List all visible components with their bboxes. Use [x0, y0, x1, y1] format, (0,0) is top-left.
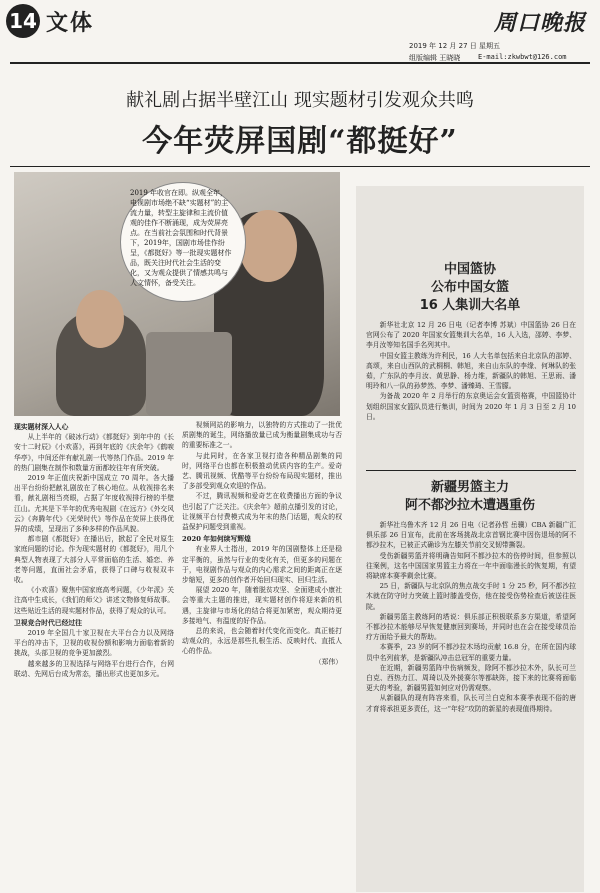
issue-date: 2019 年 12 月 27 日 星期五 — [409, 42, 500, 50]
paragraph: 视频网站的影响力，以独特的方式推动了一批优质剧集的诞生，网络播放量已成为衡量剧集成功与否的重要标准之一。 — [182, 421, 342, 450]
paragraph: 新华社北京 12 月 26 日电（记者李博 苏斌）中国篮协 26 日在官网公布了 2020 年国家女篮集训大名单，16 人入选，邵婷、李梦、李月汝等知名国手名列其中。 — [366, 321, 576, 350]
section-title: 文体 — [46, 10, 95, 36]
paragraph: 新华社乌鲁木齐 12 月 26 日电（记者孙哲 岳骥）CBA 新疆广汇俱乐部 26 日宣布，此前在客场挑战北京首钢比赛中因伤退场的阿不都沙拉木，已被正式确诊为左膝关节前交叉韧带撕裂。 — [366, 521, 576, 550]
paragraph: 《小欢喜》聚焦中国家庭高考问题，《少年派》关注高中生成长，《我们的师父》讲述文物修复师故事。这些贴近生活的现实题材作品，获得了观众的认可。 — [14, 586, 174, 615]
paragraph: 本赛季，23 岁的阿不都沙拉木场均贡献 16.8 分，在所在国内球员中名列前茅，是新疆队冲击总冠军的重要力量。 — [366, 643, 576, 662]
sidebar-story2-headline — [356, 479, 584, 515]
paragraph: 总的来说，也会随着时代变化而变化。真正能打动观众的，永远是那些扎根生活、反映时代、直抵人心的作品。 — [182, 627, 342, 656]
header-rule — [10, 62, 590, 64]
paragraph: 都市剧《都挺好》在播出后，掀起了全民对原生家庭问题的讨论。作为现实题材的《都挺好》，用几个典型人物表现了大部分人平常面临的生活、婚恋、养老等问题，直面社会矛盾，获得了口碑与收视双丰收。 — [14, 535, 174, 585]
paragraph: 展望 2020 年，随着脱贫攻坚、全面建成小康社会等重大主题的推进，现实题材创作将迎来新的机遇，主旋律与市场化的结合将更加紧密，观众期待更多接地气、有温度的好作品。 — [182, 586, 342, 625]
sidebar-story2-body — [366, 520, 576, 888]
paragraph: 越来越多的卫视选择与网络平台进行合作，台网联动、先网后台成为常态，播出形式也更加多元。 — [14, 659, 174, 678]
actor-face-right — [239, 210, 297, 282]
paragraph: 不过，腾讯视频和爱奇艺在收费播出方面的争议也引起了广泛关注。《庆余年》超前点播引发的讨论，让视频平台付费模式成为年末的热门话题，观众的权益保护问题受到重视。 — [182, 492, 342, 532]
paragraph: 2019 年全国几十家卫视在大平台合力以及网络平台的冲击下，卫视的收视份额和影响力面临着新的挑战，头部卫视的竞争更加激烈。 — [14, 629, 174, 658]
paragraph: 与此同时，在各家卫视打造各种精品剧集的同时，网络平台也都在积极推动优质内容的生产。爱奇艺、腾讯视频、优酷等平台纷纷布局现实题材，推出了多部受到观众欢迎的作品。 — [182, 451, 342, 491]
headline-line: 中国篮协 — [443, 262, 496, 277]
headline-line: 公布中国女篮 — [430, 280, 509, 295]
section-heading: 现实题材深入人心 — [14, 423, 69, 431]
article-subtitle: 献礼剧占据半壁江山 现实题材引发观众共鸣 — [126, 90, 474, 111]
paragraph: 新疆男篮主教练阿的塔说：俱乐部正积极联系多方渠道，希望阿不都沙拉木能够尽早恢复健康回到赛场，并同时也在会在接受球员治疗方面给予最大的帮助。 — [366, 612, 576, 642]
paragraph: 中国女篮主教练为许利民，16 人大名单包括来自北京队的邵婷、高颂，来自山西队的武桐桐、韩旭，来自山东队的李缘、何琳队的张茹，广东队的李月汝、黄思静、杨力维，新疆队的韩旭、王思雨、潘明玲和八一队的孙梦然、李梦、潘臻琦、王雪朦。 — [366, 351, 576, 391]
intro-bubble-text: 2019 年收官在即。纵观全年，电视剧市场绝不缺“实题材”的主流力量，转型主旋律和主流价值观的佳作不断涌现，成为荧屏亮点。在当前社会氛围和时代背景下，2019年，国剧市场佳作纷呈，《都挺好》等一批现实题材作品，既关注时代社会生活的变化，又为观众提供了情感共鸣与人文情怀，备受关注。 — [130, 189, 232, 287]
sidebar-story1-body — [366, 320, 576, 470]
paragraph: 受伤新疆男篮并将明确告知阿不都沙拉木的伤停时间，但参照以往案例，这名中国国家男篮主力将在一年中面临漫长的恢复期，有望将缺席本赛季剩余比赛。 — [366, 551, 576, 581]
article-column-2 — [182, 420, 342, 890]
title-rule — [10, 166, 590, 167]
group-still-frame — [146, 332, 232, 416]
paragraph: 25 日，新疆队与北京队的焦点战交手时 1 分 25 秒，阿不都沙拉木就在防守时力突破上篮时膝盖受伤，他在接受伤势检查后被送往医院。 — [366, 582, 576, 611]
section-heading: 卫视竞合时代已经过往 — [14, 618, 82, 627]
headline-line: 新疆男篮主力 — [430, 480, 509, 495]
paragraph: （郑伟） — [314, 657, 342, 666]
actor-face-left — [76, 290, 124, 348]
sidebar-divider — [366, 470, 576, 471]
paragraph: 从新疆队的现有阵容来看，队长可兰白克和本赛季表现不俗的唐才育将承担更多责任，这一“年轻”攻防的新星的表现值得期待。 — [366, 694, 576, 713]
headline-line: 16 人集训大名单 — [419, 298, 521, 313]
headline-line: 阿不都沙拉木遭遇重伤 — [404, 498, 535, 513]
paragraph: 在近期，新疆男篮阵中伤病频发，除阿不都沙拉木外，队长可兰白克、西热力江、周琦以及外援赛尔等都缺阵，接下来的比赛将面临更大的考验，新疆男篮如何应对仍需观察。 — [366, 663, 576, 693]
article-column-1 — [14, 420, 174, 890]
contact-email: E-mail:zkwbwt@126.com — [478, 53, 567, 61]
sidebar-story1-headline — [356, 261, 584, 315]
paragraph: 2019 年正值庆祝新中国成立 70 周年。各大播出平台纷纷把献礼剧放在了核心地位。从收视排名来看，献礼剧相当亮眼，占据了年度收视排行榜的半壁江山。尤其是下半年的优秀电视剧《在远方》《外交风云》《奔腾年代》《光荣时代》等作品在荧屏上获得优异的成绩，呈现出了多种多样的作品风貌。 — [14, 474, 174, 534]
article-headline: 今年荧屏国剧“都挺好” — [142, 124, 458, 159]
paragraph: 从上半年的《破冰行动》《都挺好》到年中的《长安十二时辰》《小欢喜》，再到年底的《庆余年》《鹤唳华亭》，中间还伴有献礼剧一代等热门作品。2019 年的热门剧集在制作和数量方面都较往年有所突破。 — [14, 433, 174, 472]
editor-credit: 组版编辑 王晓晓 — [409, 54, 461, 62]
section-heading: 2020 年如何续写辉煌 — [182, 535, 251, 544]
newspaper-name: 周口晚报 — [493, 10, 586, 36]
page-number-badge: 14 — [6, 4, 40, 38]
paragraph: 有业界人士指出，2019 年的国剧整体上还是稳定平衡的，虽然与行业的变化有关，但更多的问题在于，电视剧作品与观众的内心需求之间的距离正在逐步缩短，更多的创作者开始回归现实、回归生活。 — [182, 545, 342, 585]
paragraph: 为备战 2020 年 2 月举行的东京奥运会女篮资格赛，中国篮协计划组织国家女篮队员进行集训，时间为 2020 年 1 月 3 日至 2 月 10 日。 — [366, 392, 576, 421]
